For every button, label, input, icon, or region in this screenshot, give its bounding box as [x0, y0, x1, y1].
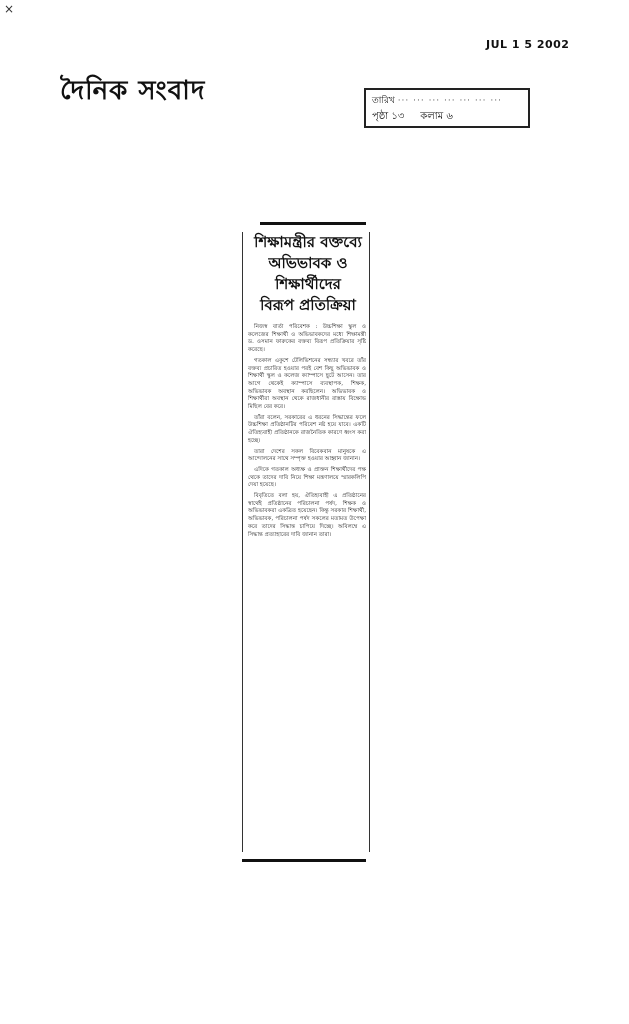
stamp-date-label: তারিখ	[372, 96, 395, 106]
article-headline	[248, 232, 368, 316]
clipping-right-edge	[369, 232, 370, 852]
stamp-column-value: ৬	[446, 111, 453, 122]
article-paragraph: গতকাল একুশে টেলিভিশনের সন্ধ্যার খবরে তাঁর বক্তব্য প্রচারিত হওয়ার পরই বেশ কিছু অভিভাবক ও শিক্ষার্থী স্কুল ও কলেজ ক্যাম্পাসে ছুটে আসেন। তার আগে থেকেই ক্যাম্পাসে ব্যবস্থাপক, শিক্ষক, অভিভাবক অবস্থান করছিলেন। অভিভাবক ও শিক্ষার্থীরা অবস্থান থেকে রাজধানীর রাস্তায় বিক্ষোভ মিছিল বের করে।	[248, 357, 366, 411]
stamp-column-label: কলাম	[420, 111, 444, 122]
headline-line-2: অভিভাবক ও	[268, 254, 348, 272]
article-paragraph: বিবৃতিতে বলা হয়, ঐতিহ্যবাহী এ প্রতিষ্ঠানের স্বার্থেই প্রতিষ্ঠানের পরিচালনা পর্ষদ, শিক্ষক ও অভিভাবকরা একত্রিত হয়েছেন। কিন্তু সরকার শিক্ষার্থী, অভিভাবক, পরিচালনা পর্ষদ সকলের মতামত উপেক্ষা করে তাদের সিদ্ধান্ত চাপিয়ে দিচ্ছে। অবিলম্বে এ সিদ্ধান্ত প্রত্যাহারের দাবি জানান তারা।	[248, 493, 366, 538]
date-stamp: JUL 1 5 2002	[486, 38, 570, 51]
stamp-page-row	[372, 109, 453, 126]
article-paragraph: এদিকে গতকাল অধ্যক্ষ ও প্রাক্তন শিক্ষার্থীদের পক্ষ থেকে তাদের দাবি নিয়ে শিক্ষা মন্ত্রণালয়ে স্মারকলিপি দেয়া হয়েছে।	[248, 466, 366, 489]
stamp-date-row	[372, 93, 502, 108]
article-body	[248, 324, 366, 542]
article-paragraph: তারা দেশের সকল বিবেকবান মানুষকে এ আন্দোলনের সাথে সম্পৃক্ত হওয়ার আহ্বান জানান।	[248, 448, 366, 463]
clipping-top-rule	[260, 222, 366, 225]
stamp-page-label: পৃষ্ঠা	[372, 111, 389, 122]
clipping-info-stamp	[364, 88, 530, 128]
newspaper-masthead: দৈনিক সংবাদ	[60, 76, 206, 106]
headline-line-4: বিরূপ প্রতিক্রিয়া	[260, 296, 356, 314]
article-paragraph: তাঁরা বলেন, সরকারের এ ধরনের সিদ্ধান্তের ফলে উচ্চশিক্ষা প্রতিষ্ঠানটির পরিবেশ নষ্ট হয়ে যাবে। একটি ঐতিহ্যবাহী প্রতিষ্ঠানকে রাজনৈতিক কারণে ধ্বংস করা হচ্ছে।	[248, 414, 366, 444]
clipping-bottom-rule	[242, 859, 366, 862]
headline-line-1: শিক্ষামন্ত্রীর বক্তব্যে	[254, 233, 362, 251]
headline-line-3: শিক্ষার্থীদের	[275, 275, 341, 293]
stamp-page-value: ১৩	[391, 111, 405, 122]
clipping-left-edge	[242, 232, 243, 852]
article-paragraph: নিজস্ব বার্তা পরিবেশক : উচ্চশিক্ষা স্কুল ও কলেজের শিক্ষার্থী ও অভিভাবকদের মধ্যে শিক্ষামন্ত্রী ড. ওসমান ফারুকের বক্তব্য বিরূপ প্রতিক্রিয়ার সৃষ্টি করেছে।	[248, 324, 366, 354]
stamp-date-dots: ··· ··· ··· ··· ··· ··· ···	[397, 96, 502, 106]
newspaper-clipping	[242, 222, 372, 862]
corner-scan-mark: ×	[4, 2, 15, 16]
